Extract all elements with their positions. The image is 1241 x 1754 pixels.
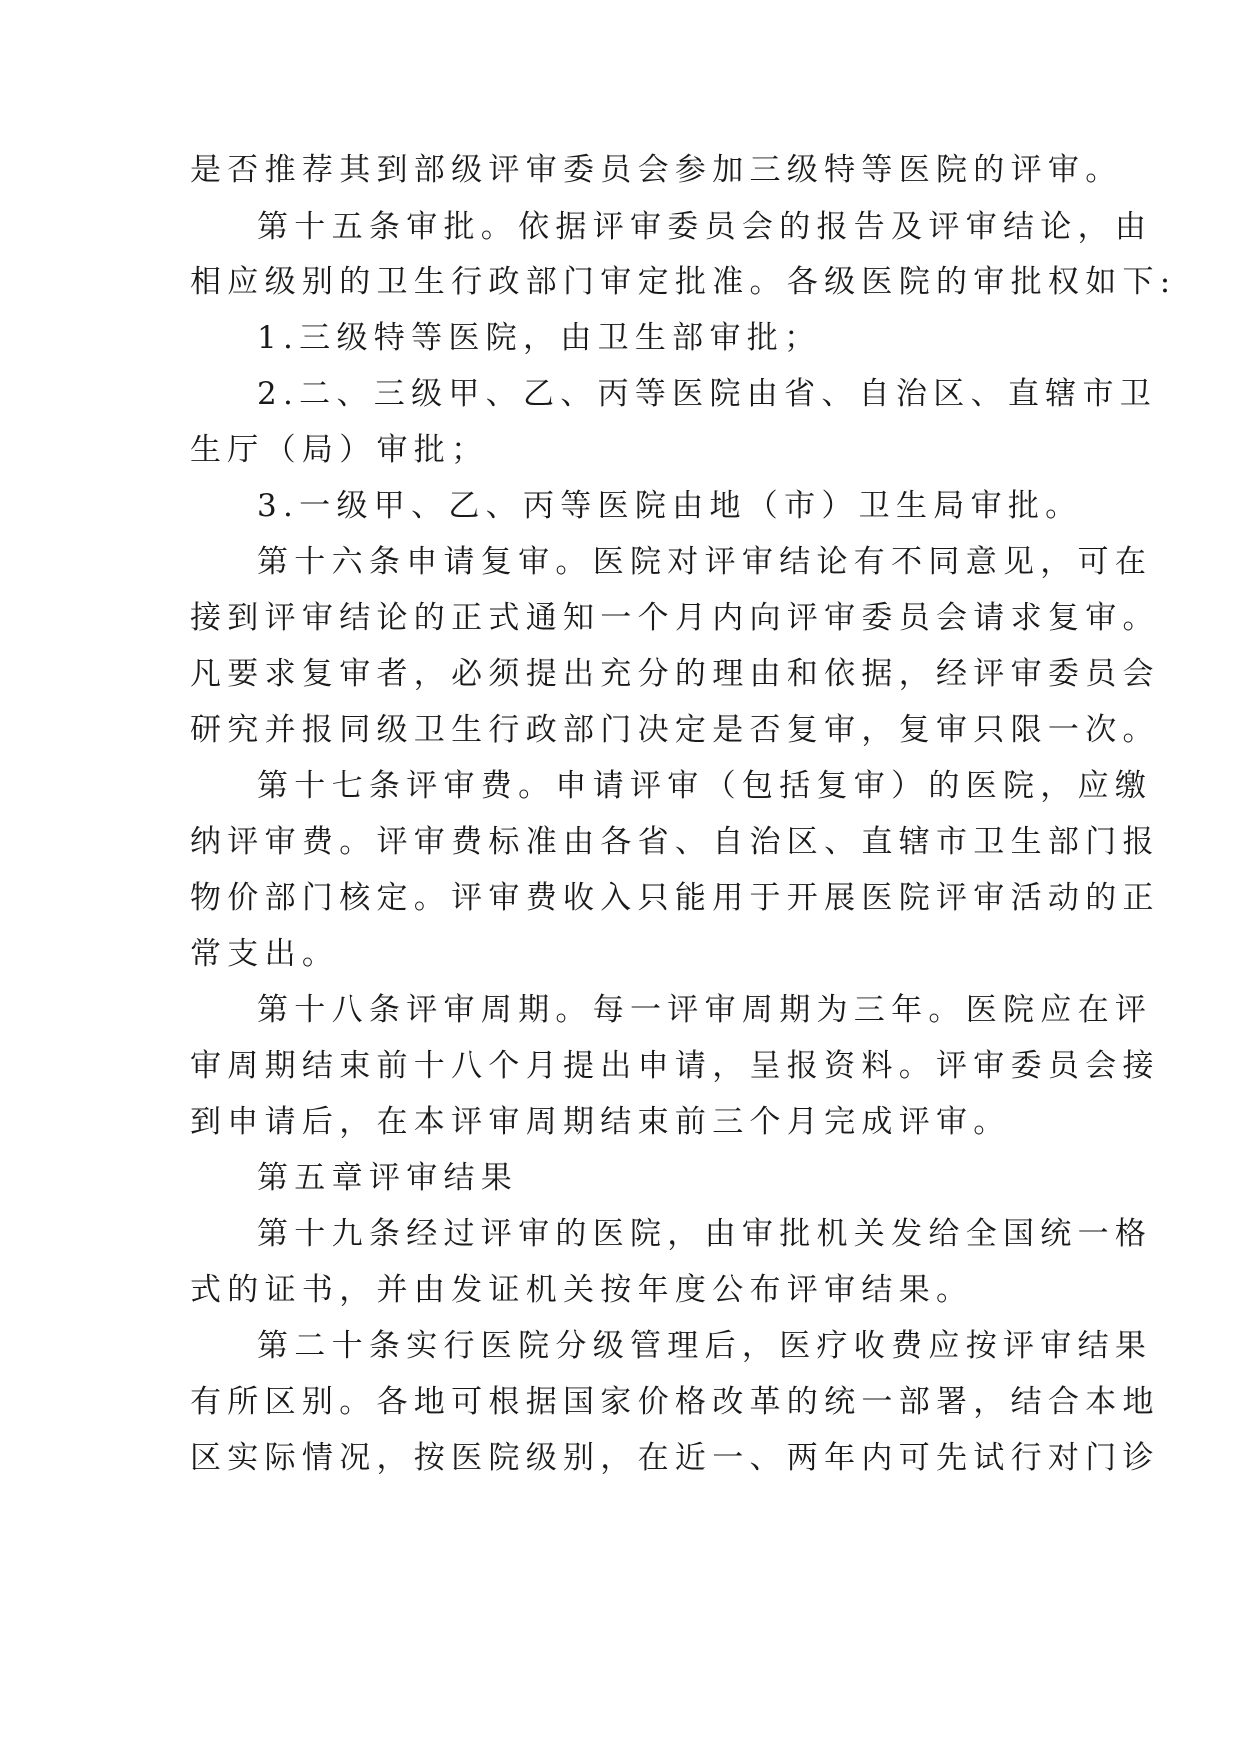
- text-line: 有所区别。各地可根据国家价格改革的统一部署，结合本地: [190, 1384, 1160, 1420]
- text-line: 区实际情况，按医院级别，在近一、两年内可先试行对门诊: [190, 1440, 1160, 1476]
- text-line: 常支出。: [190, 936, 340, 972]
- paragraph-start-line: 第二十条实行医院分级管理后，医疗收费应按评审结果: [257, 1328, 1153, 1364]
- text-line: 研究并报同级卫生行政部门决定是否复审，复审只限一次。: [190, 712, 1160, 748]
- paragraph-start-line: 第十五条审批。依据评审委员会的报告及评审结论，由: [257, 209, 1153, 245]
- text-line: 物价部门核定。评审费收入只能用于开展医院评审活动的正: [190, 880, 1160, 916]
- paragraph-start-line: 第十六条申请复审。医院对评审结论有不同意见，可在: [257, 544, 1153, 580]
- text-line: 到申请后，在本评审周期结束前三个月完成评审。: [190, 1104, 1011, 1140]
- text-line: 审周期结束前十八个月提出申请，呈报资料。评审委员会接: [190, 1048, 1160, 1084]
- paragraph-start-line: 第十八条评审周期。每一评审周期为三年。医院应在评: [257, 992, 1153, 1028]
- text-line: 生厅（局）审批；: [190, 432, 489, 468]
- text-line: 相应级别的卫生行政部门审定批准。各级医院的审批权如下:: [190, 264, 1177, 300]
- chapter-heading: 第五章评审结果: [257, 1160, 519, 1196]
- list-item-line: 3.一级甲、乙、丙等医院由地（市）卫生局审批。: [257, 488, 1083, 524]
- text-line: 是否推荐其到部级评审委员会参加三级特等医院的评审。: [190, 152, 1123, 188]
- text-line: 纳评审费。评审费标准由各省、自治区、直辖市卫生部门报: [190, 824, 1160, 860]
- list-item-line: 2.二、三级甲、乙、丙等医院由省、自治区、直辖市卫: [257, 376, 1158, 412]
- list-item-line: 1.三级特等医院，由卫生部审批；: [257, 320, 822, 356]
- paragraph-start-line: 第十九条经过评审的医院，由审批机关发给全国统一格: [257, 1216, 1153, 1252]
- text-line: 式的证书，并由发证机关按年度公布评审结果。: [190, 1272, 974, 1308]
- paragraph-start-line: 第十七条评审费。申请评审（包括复审）的医院，应缴: [257, 768, 1153, 804]
- text-line: 凡要求复审者，必须提出充分的理由和依据，经评审委员会: [190, 656, 1160, 692]
- text-line: 接到评审结论的正式通知一个月内向评审委员会请求复审。: [190, 600, 1160, 636]
